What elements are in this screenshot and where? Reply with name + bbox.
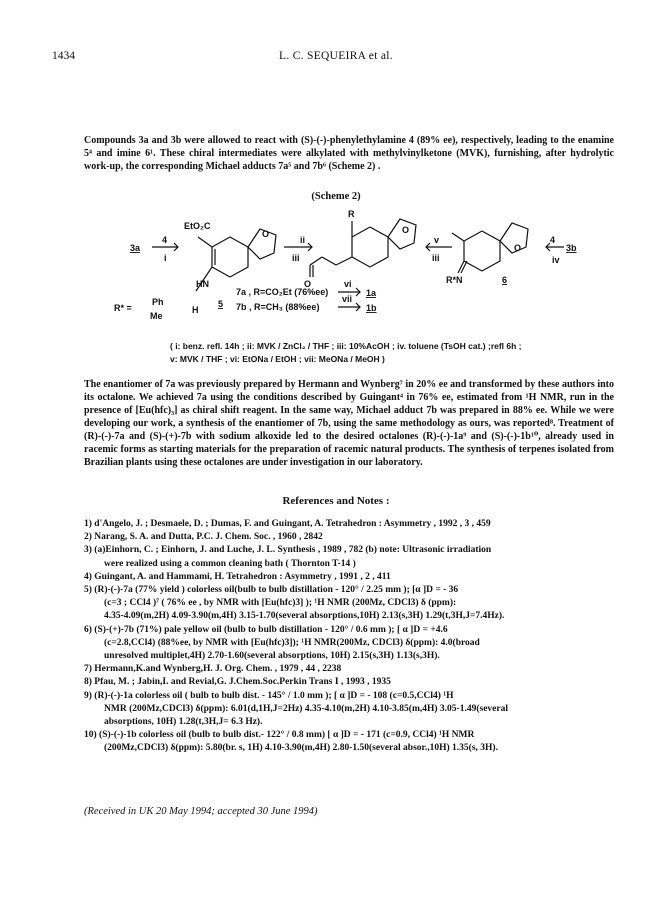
label-oxygen-3: O [514, 243, 522, 253]
reaction-scheme [100, 207, 580, 337]
running-header [52, 50, 620, 66]
label-step-iii-left: iii [292, 253, 300, 263]
reference-line: 9) (R)-(-)-1a colorless oil ( bulb to bulb dist. - 145° / 1.0 mm ); [ α ]D = - 108 (c=0.5,CCl4) ¹H [84, 690, 454, 701]
label-h: H [192, 305, 199, 315]
label-step-v: v [434, 235, 440, 245]
label-3a: 3a [130, 243, 141, 253]
label-oxygen-2: O [402, 225, 410, 235]
label-step-vi: vi [344, 279, 352, 289]
label-reagent-4-right: 4 [550, 235, 556, 245]
reference-line: unresolved multiplet,4H) 2.70-1.60(several absorptions, 10H) 2.15(s,3H) 1.13(s,3H). [104, 651, 440, 662]
label-hn: HN [196, 279, 209, 289]
scheme-title: (Scheme 2) [311, 191, 361, 202]
adduct-ring [352, 227, 388, 267]
references-title: References and Notes : [282, 495, 390, 507]
label-rstar-n: R*N [446, 275, 463, 285]
label-product-7b: 7b , R=CH₃ (88%ee) [236, 302, 320, 312]
label-3b: 3b [566, 243, 577, 253]
reference-line: were realized using a common cleaning bath ( Thornton T-14 ) [104, 558, 356, 569]
reference-line: 4.35-4.09(m,2H) 4.09-3.90(m,4H) 3.15-1.70(several absorptions,10H) 2.13(s,3H) 1.29(t,3H,J=7.4Hz). [104, 611, 505, 622]
intro-paragraph: Compounds 3a and 3b were allowed to react with (S)-(-)-phenylethylamine 4 (89% ee), respectively, leading to the enamine 5⁴ and imine 6¹. These chiral intermediates were alkylated with methylvinylketone (MVK), furnishing, after hydrolytic work-up, the corresponding Michael adducts 7a⁵ and 7b⁶ (Scheme 2) . [84, 135, 614, 172]
label-step-iv: iv [552, 255, 560, 265]
running-head: L. C. SEQUEIRA et al. [279, 50, 393, 62]
reference-line: 2) Narang, S. A. and Dutta, P.C. J. Chem. Soc. , 1960 , 2842 [84, 532, 323, 543]
reference-line: 4) Guingant, A. and Hammami, H. Tetrahedron : Asymmetry , 1991 , 2 , 411 [84, 571, 391, 582]
label-me: Me [150, 311, 163, 321]
reference-line: 10) (S)-(-)-1b colorless oil (bulb to bulb dist.- 122° / 0.8 mm) [ α ]D = - 171 (c=0.9, CCl4) ¹H NMR [84, 730, 475, 741]
label-product-1b: 1b [366, 303, 377, 313]
label-product-1a: 1a [366, 288, 377, 298]
reference-line: (200Mz,CDCl3) δ(ppm): 5.80(br. s, 1H) 4.10-3.90(m,4H) 2.80-1.50(several absor.,10H) 1.35(s, 3H). [104, 743, 498, 754]
label-ph: Ph [152, 297, 164, 307]
reference-line: 5) (R)-(-)-7a (77% yield ) colorless oil(bulb to bulb distillation - 120° / 2.25 mm ); [α ]D = - 36 [84, 585, 459, 596]
reference-line: 1) d'Angelo, J. ; Desmaele, D. ; Dumas, F. and Guingant, A. Tetrahedron : Asymmetry , 1992 , 3 , 459 [84, 519, 491, 529]
label-6: 6 [502, 275, 508, 285]
received-note: (Received in UK 20 May 1994; accepted 30 June 1994) [84, 806, 318, 817]
enamine-ring [212, 237, 248, 277]
reference-line: 6) (S)-(+)-7b (71%) pale yellow oil (bulb to bulb distillation - 120° / 0.6 mm ); [ α ]D = +4.6 [84, 624, 448, 635]
body-paragraph: The enantiomer of 7a was previously prepared by Hermann and Wynberg⁷ in 20% ee and transformed by these authors into its octalone. We achieved 7a using the conditions described by Guingant⁴ in 76% ee, estimated from ¹H NMR, run in the presence of [Eu(hfc)₃] as chiral shift reagent. In the same way, Michael adduct 7b was prepared in 88% ee. While we were developing our work, a synthesis of the enantiomer of 7b, using the same methodology as ours, was reported⁸. Treatment of (R)-(-)-7a and (S)-(+)-7b with sodium alkoxide led to the desired octalones (R)-(-)-1a⁹ and (S)-(-)-1b¹⁰, already used in racemic forms as starting materials for the preparation of racemic natural products. The synthesis of terpenes isolated from Brazilian plants using these octalones are under investigation in our laboratory. [84, 379, 614, 468]
reference-line: 7) Hermann,K.and Wynberg,H. J. Org. Chem. , 1979 , 44 , 2238 [84, 664, 342, 675]
references-list [84, 518, 624, 756]
label-reagent-4-left: 4 [162, 235, 168, 245]
label-step-vii: vii [342, 294, 353, 304]
label-r-group: R [348, 209, 355, 219]
reference-line: (c=2.8,CCl4) (88%ee, by NMR with [Eu(hfc)3]); ¹H NMR(200Mz, CDCl3) δ(ppm): 4.0(broad [104, 637, 480, 648]
label-product-7a: 7a , R=CO₂Et (76%ee) [236, 287, 329, 297]
reference-line: 8) Pfau, M. ; Jabin,I. and Revial,G. J.Chem.Soc.Perkin Trans I , 1993 , 1935 [84, 677, 391, 688]
label-step-i: i [164, 253, 167, 263]
label-ketone-o: O [304, 279, 312, 289]
reference-line: NMR (200Mz,CDCl3) δ(ppm): 6.01(d,1H,J=2Hz) 4.35-4.10(m,2H) 4.10-3.85(m,4H) 3.05-1.49(several [104, 703, 508, 714]
reference-line: absorptions, 10H) 1.28(t,3H,J= 6.3 Hz). [104, 717, 263, 728]
reference-line: 3) (a)Einhorn, C. ; Einhorn, J. and Luche, J. L. Synthesis , 1989 , 782 (b) note: Ultrasonic irradiation [84, 545, 492, 556]
imine-ring [464, 231, 500, 271]
label-5: 5 [218, 299, 224, 309]
label-oxygen-1: O [262, 229, 270, 239]
page-number: 1434 [52, 50, 75, 62]
reference-line: (c=3 ; CCl4 )⁷ ( 76% ee , by NMR with [Eu(hfc)3] ); ¹H NMR (200Mz, CDCl3) δ (ppm): [104, 598, 457, 609]
label-step-ii: ii [300, 235, 306, 245]
label-ester: EtO₂C [184, 221, 211, 231]
scheme-legend: ( i: benz. refl. 14h ; ii: MVK / ZnCl₂ / THF ; iii: 10%AcOH ; iv. toluene (TsOH cat.) ;refl 6h ; v: MVK / THF ; vi: EtONa / EtOH ; vii: MeONa / MeOH ) [170, 341, 522, 364]
label-rstar-def: R* = [114, 303, 132, 313]
label-step-iii-right: iii [432, 253, 440, 263]
